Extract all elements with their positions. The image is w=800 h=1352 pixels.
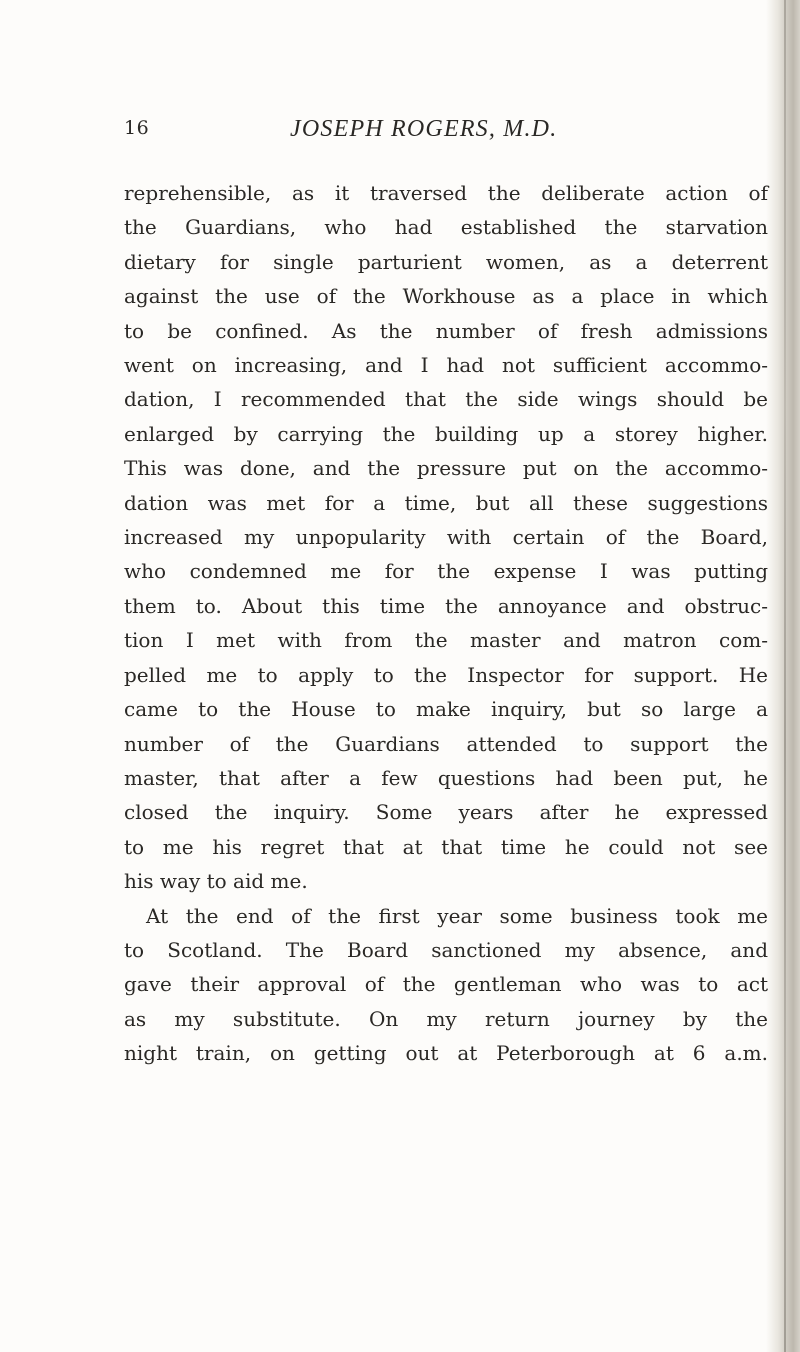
text-line: master, that after a few questions had been put, he [124, 765, 768, 790]
body-text [124, 176, 768, 1071]
text-line: his way to aid me. [124, 869, 308, 894]
text-line: to me his regret that at that time he could not see [124, 834, 768, 859]
running-head: JOSEPH ROGERS, M.D. [290, 116, 558, 142]
text-line: them to. About this time the annoyance and obstruc- [124, 593, 768, 618]
text-line: to be confined. As the number of fresh admissions [124, 318, 768, 343]
text-line: dation was met for a time, but all these suggestions [124, 490, 768, 515]
text-line: gave their approval of the gentleman who was to act [124, 972, 768, 997]
text-line: tion I met with from the master and matron com- [124, 628, 768, 653]
text-line: closed the inquiry. Some years after he expressed [124, 800, 768, 825]
text-line: who condemned me for the expense I was putting [124, 559, 768, 584]
text-line: came to the House to make inquiry, but so large a [124, 697, 768, 722]
text-line: as my substitute. On my return journey by the [124, 1006, 768, 1031]
text-line: dietary for single parturient women, as a deterrent [124, 249, 768, 274]
text-line: dation, I recommended that the side wings should be [124, 387, 768, 412]
text-line: against the use of the Workhouse as a place in which [124, 284, 768, 309]
text-line: pelled me to apply to the Inspector for support. He [124, 662, 768, 687]
page-binding-edge [784, 0, 786, 1352]
text-line: reprehensible, as it traversed the deliberate action of [124, 181, 768, 205]
text-line: the Guardians, who had established the starvation [124, 215, 768, 240]
text-line: At the end of the first year some business took me [146, 903, 768, 928]
text-line: went on increasing, and I had not sufficient accommo- [124, 353, 768, 378]
text-line: night train, on getting out at Peterborough at 6 a.m. [124, 1041, 768, 1066]
text-line: number of the Guardians attended to support the [124, 731, 768, 756]
text-line: This was done, and the pressure put on the accommo- [124, 456, 768, 481]
text-line: enlarged by carrying the building up a storey higher. [124, 421, 768, 446]
text-line: increased my unpopularity with certain of the Board, [124, 525, 768, 550]
page-gutter-shadow [766, 0, 800, 1352]
text-line: to Scotland. The Board sanctioned my absence, and [124, 937, 768, 962]
page-number: 16 [124, 117, 150, 139]
